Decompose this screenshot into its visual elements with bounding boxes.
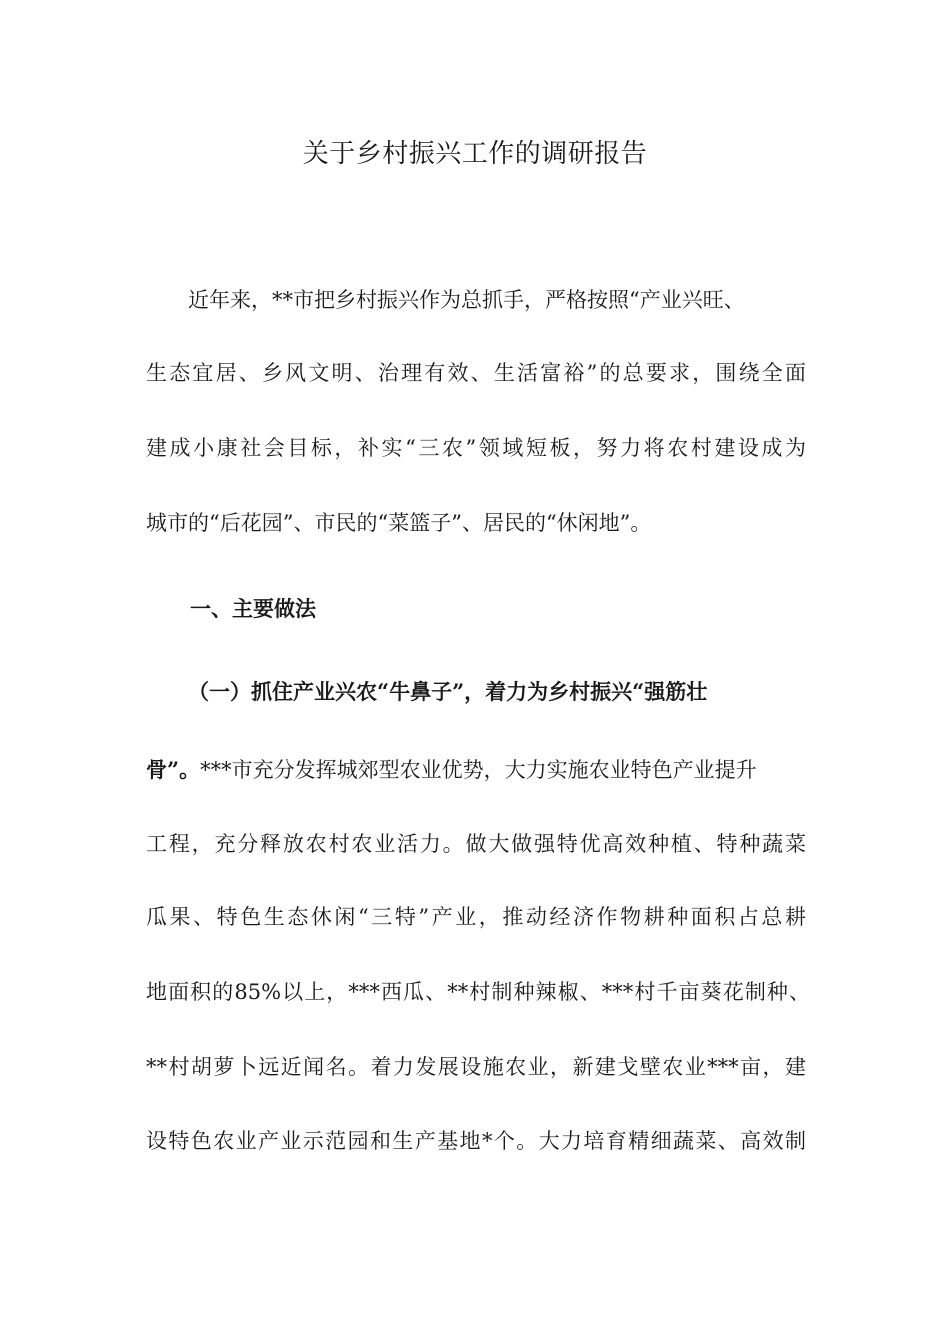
subsection-heading: （一）抓住产业兴农“牛鼻子”，着力为乡村振兴“强筋壮: [188, 679, 708, 704]
body-line-3: 地面积的85%以上，***西瓜、**村制种辣椒、***村千亩葵花制种、: [146, 980, 810, 1004]
subsection-heading-end: 骨”。: [146, 757, 201, 782]
body-line-5: 设特色农业产业示范园和生产基地*个。大力培育精细蔬菜、高效制: [146, 1129, 806, 1153]
body-line-2: 瓜果、特色生态休闲“三特”产业，推动经济作物耕种面积占总耕: [146, 905, 806, 929]
intro-line-4: 城市的“后花园”、市民的“菜篮子”、居民的“休闲地”。: [146, 511, 652, 535]
subsection-line-2: [146, 750, 806, 790]
section-heading: 一、主要做法: [190, 596, 316, 621]
subsection-line-2-text: ***市充分发挥城郊型农业优势，大力实施农业特色产业提升: [200, 758, 757, 782]
intro-line-1: 近年来，**市把乡村振兴作为总抓手，严格按照“产业兴旺、: [188, 288, 745, 312]
document-title: 关于乡村振兴工作的调研报告: [302, 139, 648, 169]
intro-line-2: 生态宜居、乡风文明、治理有效、生活富裕”的总要求，围绕全面: [146, 361, 806, 385]
body-line-4: **村胡萝卜远近闻名。着力发展设施农业，新建戈壁农业***亩，建: [146, 1055, 806, 1079]
intro-line-3: 建成小康社会目标，补实“三农”领域短板，努力将农村建设成为: [146, 436, 806, 460]
body-line-1: 工程，充分释放农村农业活力。做大做强特优高效种植、特种蔬菜: [146, 832, 806, 856]
